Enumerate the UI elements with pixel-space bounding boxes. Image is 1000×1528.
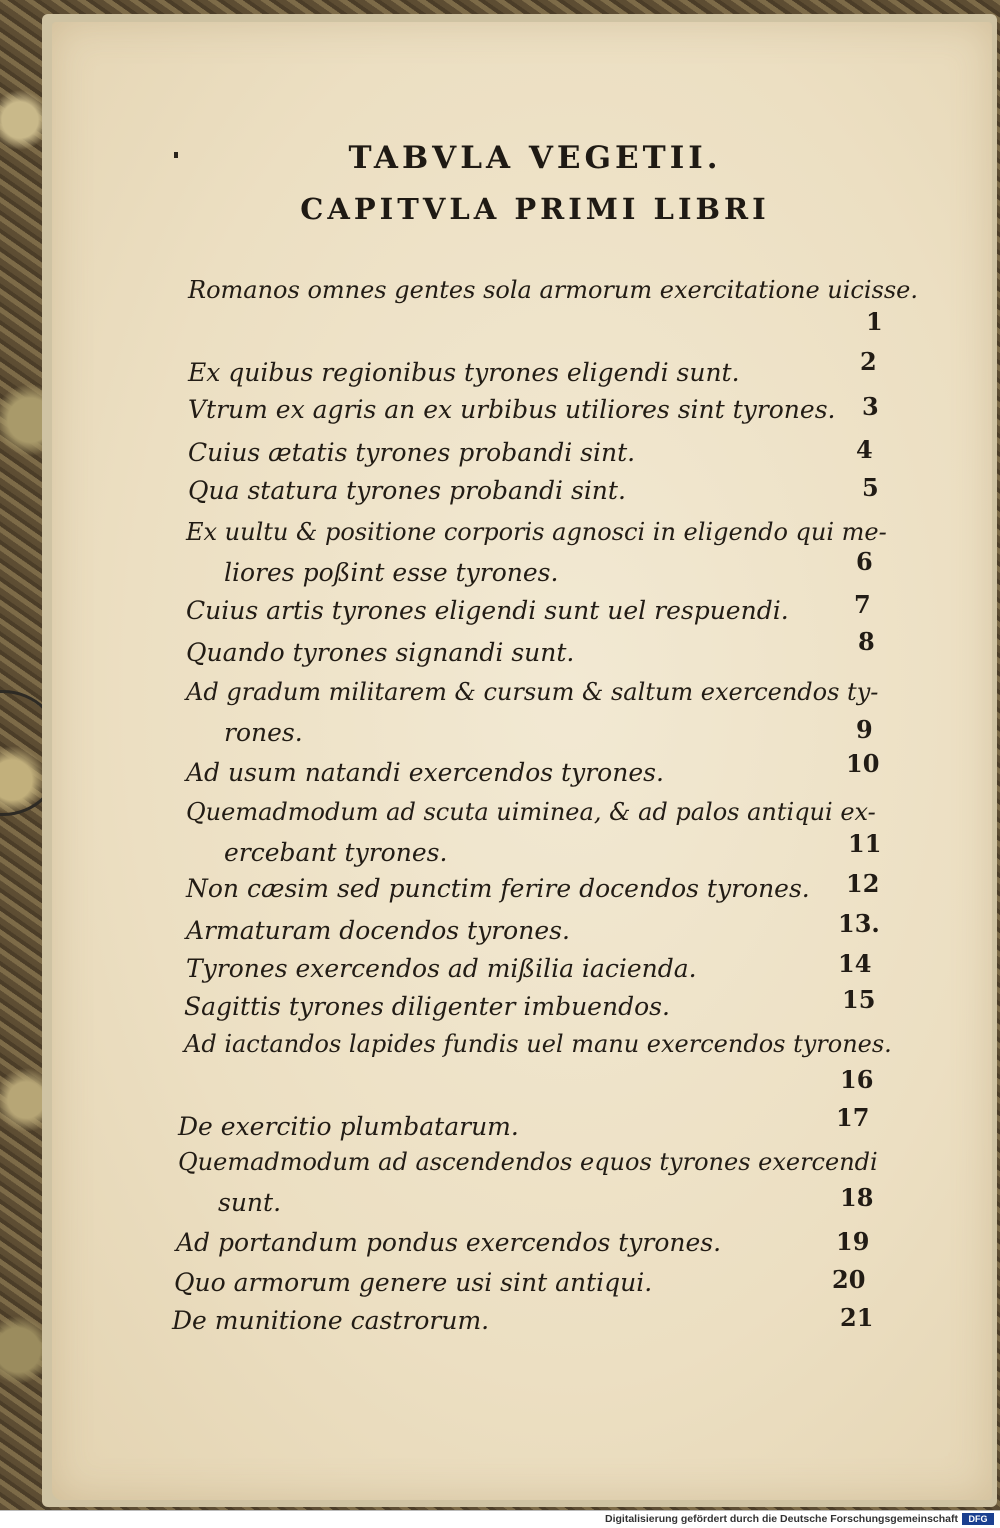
page-subtitle: CAPITVLA PRIMI LIBRI <box>300 192 770 226</box>
chapter-entry-text: Quando tyrones signandi sunt. <box>186 638 575 667</box>
chapter-number: 7 <box>854 590 871 619</box>
digitization-footer <box>0 1510 1000 1528</box>
chapter-entry-continuation: liores poßint esse tyrones. <box>224 558 559 587</box>
chapter-number: 6 <box>856 547 873 576</box>
chapter-number: 21 <box>840 1303 874 1332</box>
chapter-number: 1 <box>866 307 883 336</box>
chapter-entry-text: De munitione castrorum. <box>172 1306 490 1335</box>
chapter-entry-text: De exercitio plumbatarum. <box>178 1112 519 1141</box>
chapter-number: 5 <box>862 473 879 502</box>
chapter-number: 19 <box>836 1227 870 1256</box>
footer-credit: Digitalisierung gefördert durch die Deutsche Forschungsgemeinschaft <box>605 1513 958 1525</box>
chapter-number: 16 <box>840 1065 874 1094</box>
chapter-entry-text: Qua statura tyrones probandi sint. <box>188 476 626 505</box>
chapter-number: 11 <box>848 829 882 858</box>
chapter-entry-text: Quo armorum genere usi sint antiqui. <box>174 1268 653 1297</box>
chapter-entry-text: Ex quibus regionibus tyrones eligendi sunt. <box>188 358 740 387</box>
chapter-entry-text: Ex uultu & positione corporis agnosci in eligendo qui me- <box>186 518 887 546</box>
chapter-entry-continuation: ercebant tyrones. <box>224 838 448 867</box>
chapter-number: 18 <box>840 1183 874 1212</box>
chapter-number: 2 <box>860 347 877 376</box>
chapter-number: 20 <box>832 1265 866 1294</box>
dfg-logo: DFG <box>962 1513 994 1525</box>
chapter-entry-text: Ad usum natandi exercendos tyrones. <box>186 758 664 787</box>
chapter-number: 4 <box>856 435 873 464</box>
chapter-number: 12 <box>846 869 880 898</box>
chapter-number: 17 <box>836 1103 870 1132</box>
chapter-entry-text: Ad iactandos lapides fundis uel manu exercendos tyrones. <box>184 1030 892 1058</box>
chapter-entry-continuation: sunt. <box>218 1188 282 1217</box>
chapter-number: 9 <box>856 715 873 744</box>
chapter-number: 14 <box>838 949 872 978</box>
chapter-entry-text: Cuius ætatis tyrones probandi sint. <box>188 438 636 467</box>
chapter-number: 15 <box>842 985 876 1014</box>
chapter-entry-text: Romanos omnes gentes sola armorum exercitatione uicisse. <box>188 276 919 304</box>
chapter-entry-text: Vtrum ex agris an ex urbibus utiliores sint tyrones. <box>188 395 836 424</box>
chapter-entry-text: Tyrones exercendos ad mißilia iacienda. <box>186 954 697 983</box>
chapter-entry-text: Armaturam docendos tyrones. <box>186 916 570 945</box>
page-title: TABVLA VEGETII. <box>348 140 722 176</box>
chapter-entry-text: Ad portandum pondus exercendos tyrones. <box>176 1228 722 1257</box>
chapter-entry-text: Ad gradum militarem & cursum & saltum exercendos ty- <box>186 678 879 706</box>
chapter-entry-text: Cuius artis tyrones eligendi sunt uel respuendi. <box>186 596 789 625</box>
chapter-entry-continuation: rones. <box>224 718 303 747</box>
chapter-number: 3 <box>862 392 879 421</box>
chapter-entry-text: Sagittis tyrones diligenter imbuendos. <box>184 992 670 1021</box>
chapter-number: 13. <box>838 909 880 938</box>
chapter-entry-text: Non cæsim sed punctim ferire docendos tyrones. <box>186 874 810 903</box>
chapter-number: 10 <box>846 749 880 778</box>
chapter-number: 8 <box>858 627 875 656</box>
chapter-entry-text: Quemadmodum ad scuta uiminea, & ad palos antiqui ex- <box>186 798 876 826</box>
chapter-entry-text: Quemadmodum ad ascendendos equos tyrones exercendi <box>178 1148 878 1176</box>
